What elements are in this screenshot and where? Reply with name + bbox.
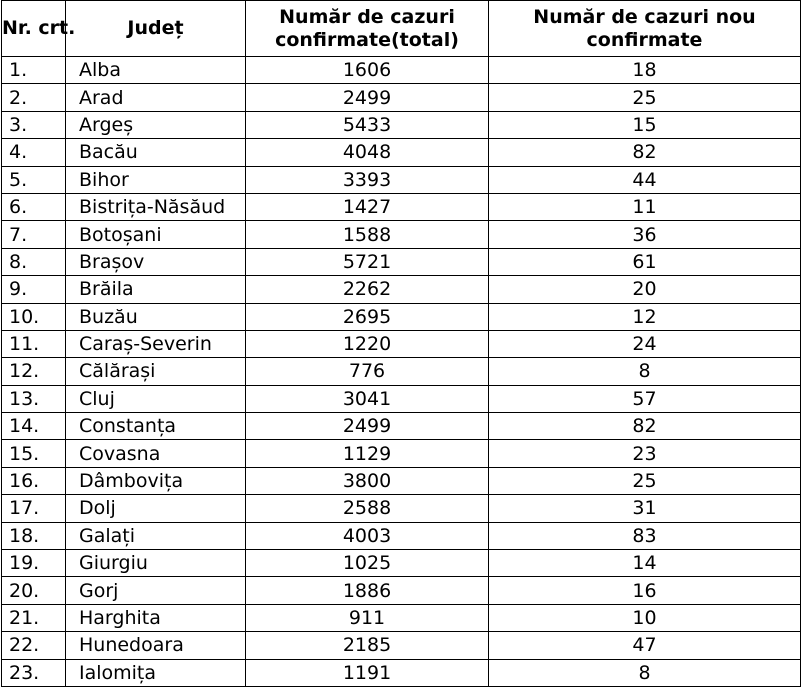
row-number: 19. xyxy=(2,550,66,577)
row-number: 10. xyxy=(2,303,66,330)
table-row xyxy=(2,604,801,631)
total-cases: 1588 xyxy=(246,221,489,248)
new-cases: 20 xyxy=(489,276,801,303)
county-name: Botoșani xyxy=(66,221,246,248)
table-row xyxy=(2,440,801,467)
total-cases: 1220 xyxy=(246,330,489,357)
total-cases: 2588 xyxy=(246,495,489,522)
row-number: 3. xyxy=(2,111,66,138)
county-name: Gorj xyxy=(66,577,246,604)
table-row xyxy=(2,166,801,193)
county-name: Constanța xyxy=(66,413,246,440)
new-cases: 15 xyxy=(489,111,801,138)
table-row xyxy=(2,550,801,577)
total-cases: 1025 xyxy=(246,550,489,577)
cases-table xyxy=(1,0,801,687)
county-name: Giurgiu xyxy=(66,550,246,577)
county-name: Buzău xyxy=(66,303,246,330)
table-row xyxy=(2,413,801,440)
row-number: 9. xyxy=(2,276,66,303)
total-cases: 1606 xyxy=(246,57,489,84)
new-cases: 31 xyxy=(489,495,801,522)
row-number: 11. xyxy=(2,330,66,357)
table-row xyxy=(2,221,801,248)
header-nr: Nr. crt. xyxy=(2,1,66,57)
new-cases: 47 xyxy=(489,632,801,659)
row-number: 7. xyxy=(2,221,66,248)
total-cases: 2185 xyxy=(246,632,489,659)
county-name: Brăila xyxy=(66,276,246,303)
table-row xyxy=(2,193,801,220)
row-number: 14. xyxy=(2,413,66,440)
header-total: Număr de cazuri confirmate(total) xyxy=(246,1,489,57)
total-cases: 3800 xyxy=(246,467,489,494)
total-cases: 5433 xyxy=(246,111,489,138)
new-cases: 36 xyxy=(489,221,801,248)
row-number: 2. xyxy=(2,84,66,111)
total-cases: 1427 xyxy=(246,193,489,220)
total-cases: 911 xyxy=(246,604,489,631)
new-cases: 82 xyxy=(489,139,801,166)
total-cases: 3393 xyxy=(246,166,489,193)
row-number: 6. xyxy=(2,193,66,220)
table-row xyxy=(2,330,801,357)
table-row xyxy=(2,577,801,604)
total-cases: 2695 xyxy=(246,303,489,330)
total-cases: 776 xyxy=(246,358,489,385)
county-name: Argeș xyxy=(66,111,246,138)
new-cases: 61 xyxy=(489,248,801,275)
county-name: Bihor xyxy=(66,166,246,193)
row-number: 8. xyxy=(2,248,66,275)
table-row xyxy=(2,659,801,686)
county-name: Ialomița xyxy=(66,659,246,686)
header-judet: Județ xyxy=(66,1,246,57)
new-cases: 8 xyxy=(489,358,801,385)
table-row xyxy=(2,495,801,522)
table-row xyxy=(2,84,801,111)
table-row xyxy=(2,522,801,549)
total-cases: 4048 xyxy=(246,139,489,166)
county-name: Arad xyxy=(66,84,246,111)
county-name: Galați xyxy=(66,522,246,549)
total-cases: 2262 xyxy=(246,276,489,303)
new-cases: 18 xyxy=(489,57,801,84)
new-cases: 14 xyxy=(489,550,801,577)
table-row xyxy=(2,276,801,303)
new-cases: 11 xyxy=(489,193,801,220)
table-row xyxy=(2,248,801,275)
row-number: 23. xyxy=(2,659,66,686)
county-name: Covasna xyxy=(66,440,246,467)
total-cases: 1886 xyxy=(246,577,489,604)
county-name: Cluj xyxy=(66,385,246,412)
row-number: 12. xyxy=(2,358,66,385)
new-cases: 83 xyxy=(489,522,801,549)
new-cases: 57 xyxy=(489,385,801,412)
row-number: 1. xyxy=(2,57,66,84)
new-cases: 12 xyxy=(489,303,801,330)
county-name: Dolj xyxy=(66,495,246,522)
table-row xyxy=(2,57,801,84)
table-row xyxy=(2,467,801,494)
total-cases: 1129 xyxy=(246,440,489,467)
county-name: Brașov xyxy=(66,248,246,275)
new-cases: 16 xyxy=(489,577,801,604)
row-number: 20. xyxy=(2,577,66,604)
county-name: Bistrița-Năsăud xyxy=(66,193,246,220)
new-cases: 25 xyxy=(489,467,801,494)
county-name: Caraș-Severin xyxy=(66,330,246,357)
new-cases: 23 xyxy=(489,440,801,467)
total-cases: 2499 xyxy=(246,84,489,111)
county-name: Hunedoara xyxy=(66,632,246,659)
table-row xyxy=(2,358,801,385)
county-name: Alba xyxy=(66,57,246,84)
row-number: 16. xyxy=(2,467,66,494)
total-cases: 2499 xyxy=(246,413,489,440)
total-cases: 5721 xyxy=(246,248,489,275)
row-number: 22. xyxy=(2,632,66,659)
table-row xyxy=(2,139,801,166)
table-row xyxy=(2,385,801,412)
header-nou: Număr de cazuri nou confirmate xyxy=(489,1,801,57)
row-number: 13. xyxy=(2,385,66,412)
county-name: Bacău xyxy=(66,139,246,166)
table-row xyxy=(2,303,801,330)
new-cases: 10 xyxy=(489,604,801,631)
total-cases: 1191 xyxy=(246,659,489,686)
row-number: 18. xyxy=(2,522,66,549)
new-cases: 24 xyxy=(489,330,801,357)
new-cases: 8 xyxy=(489,659,801,686)
row-number: 15. xyxy=(2,440,66,467)
row-number: 4. xyxy=(2,139,66,166)
county-name: Harghita xyxy=(66,604,246,631)
table-body xyxy=(2,57,801,687)
row-number: 21. xyxy=(2,604,66,631)
row-number: 17. xyxy=(2,495,66,522)
county-name: Călărași xyxy=(66,358,246,385)
table-row xyxy=(2,111,801,138)
new-cases: 25 xyxy=(489,84,801,111)
new-cases: 44 xyxy=(489,166,801,193)
new-cases: 82 xyxy=(489,413,801,440)
county-name: Dâmbovița xyxy=(66,467,246,494)
row-number: 5. xyxy=(2,166,66,193)
header-row xyxy=(2,1,801,57)
total-cases: 3041 xyxy=(246,385,489,412)
table-row xyxy=(2,632,801,659)
total-cases: 4003 xyxy=(246,522,489,549)
